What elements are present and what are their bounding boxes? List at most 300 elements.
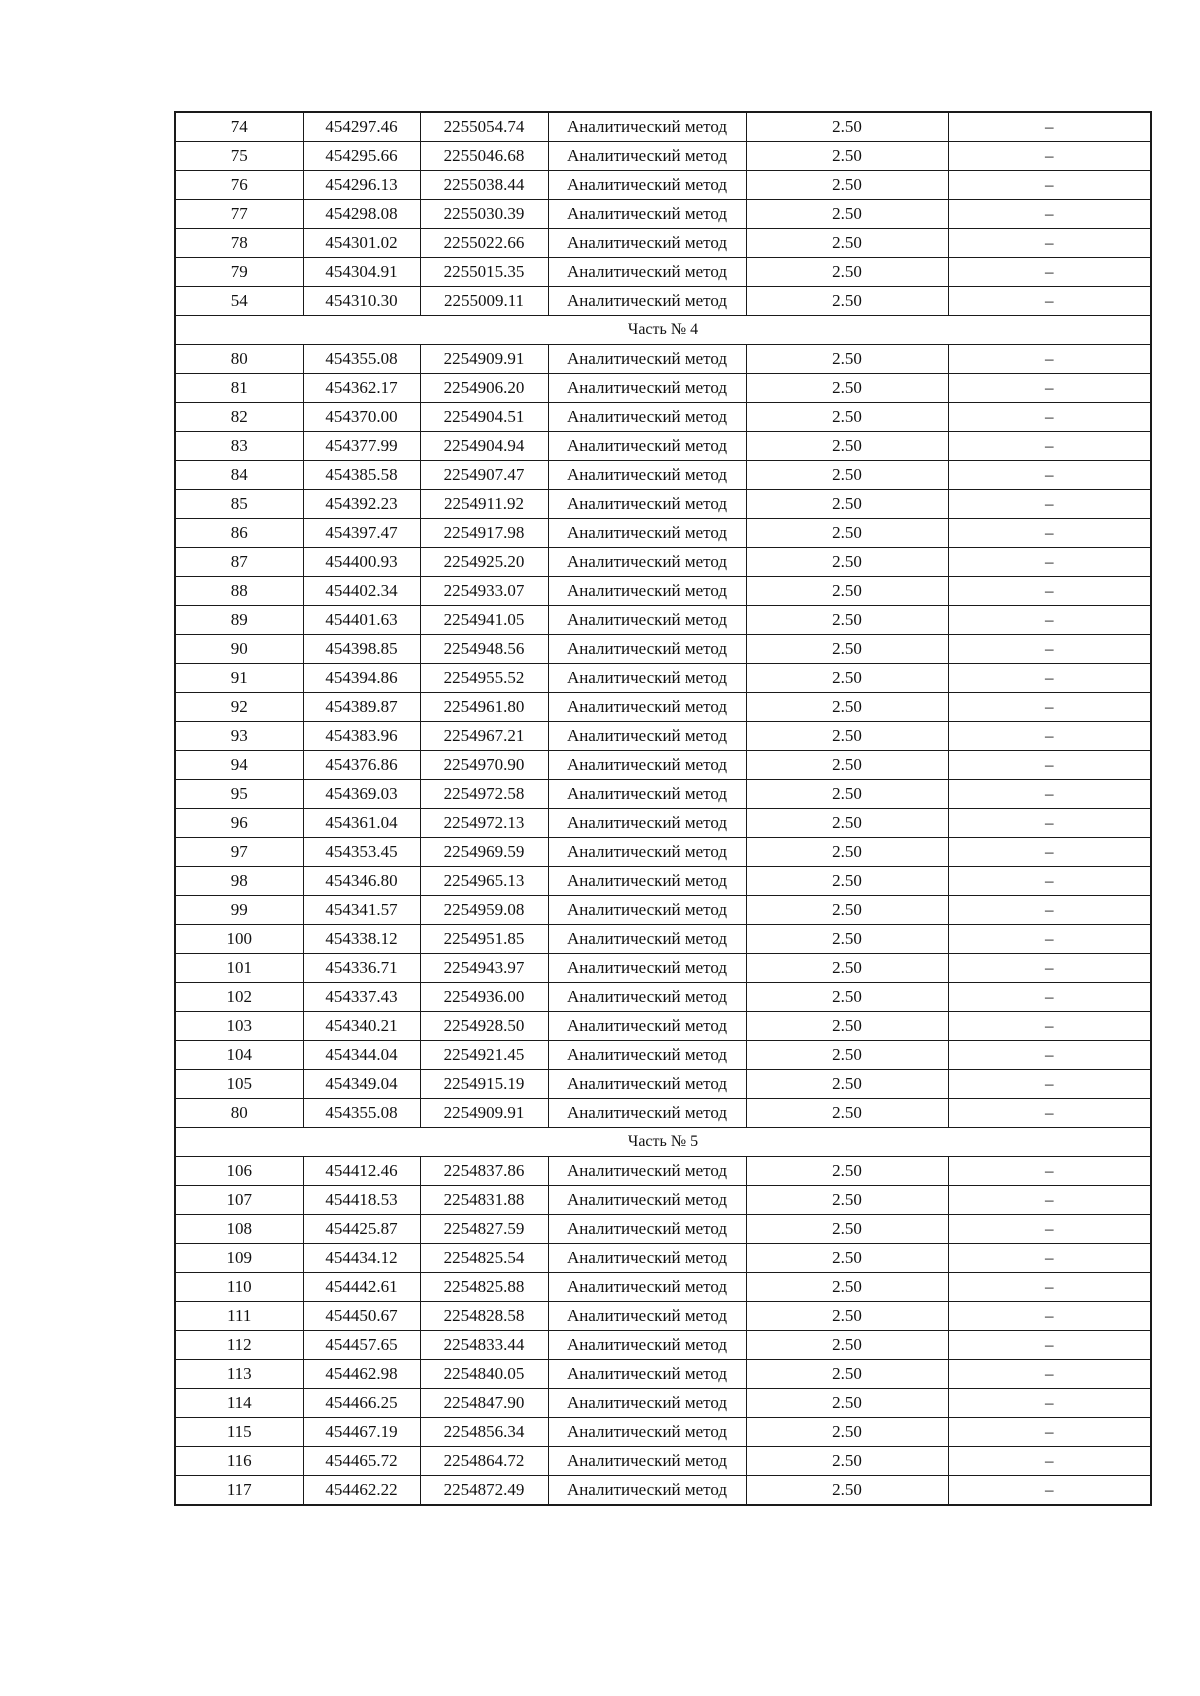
- point-number-cell: 96: [175, 809, 303, 838]
- method-cell: Аналитический метод: [548, 693, 746, 722]
- y-coordinate-cell: 2254972.13: [420, 809, 548, 838]
- y-coordinate-cell: 2254840.05: [420, 1360, 548, 1389]
- x-coordinate-cell: 454462.98: [303, 1360, 420, 1389]
- x-coordinate-cell: 454297.46: [303, 112, 420, 142]
- table-row: [175, 374, 1151, 403]
- note-cell: –: [948, 1476, 1151, 1506]
- table-row: [175, 983, 1151, 1012]
- point-number-cell: 106: [175, 1157, 303, 1186]
- y-coordinate-cell: 2254951.85: [420, 925, 548, 954]
- y-coordinate-cell: 2254872.49: [420, 1476, 548, 1506]
- y-coordinate-cell: 2255054.74: [420, 112, 548, 142]
- y-coordinate-cell: 2254967.21: [420, 722, 548, 751]
- method-cell: Аналитический метод: [548, 838, 746, 867]
- accuracy-cell: 2.50: [746, 1157, 948, 1186]
- x-coordinate-cell: 454394.86: [303, 664, 420, 693]
- accuracy-cell: 2.50: [746, 345, 948, 374]
- x-coordinate-cell: 454296.13: [303, 171, 420, 200]
- note-cell: –: [948, 983, 1151, 1012]
- note-cell: –: [948, 1041, 1151, 1070]
- accuracy-cell: 2.50: [746, 809, 948, 838]
- point-number-cell: 79: [175, 258, 303, 287]
- y-coordinate-cell: 2254969.59: [420, 838, 548, 867]
- note-cell: –: [948, 490, 1151, 519]
- method-cell: Аналитический метод: [548, 548, 746, 577]
- note-cell: –: [948, 722, 1151, 751]
- point-number-cell: 114: [175, 1389, 303, 1418]
- method-cell: Аналитический метод: [548, 112, 746, 142]
- y-coordinate-cell: 2254955.52: [420, 664, 548, 693]
- table-row: [175, 548, 1151, 577]
- point-number-cell: 85: [175, 490, 303, 519]
- section-title: Часть № 4: [175, 316, 1151, 345]
- table-row: [175, 1157, 1151, 1186]
- accuracy-cell: 2.50: [746, 751, 948, 780]
- point-number-cell: 76: [175, 171, 303, 200]
- note-cell: –: [948, 1012, 1151, 1041]
- y-coordinate-cell: 2254827.59: [420, 1215, 548, 1244]
- method-cell: Аналитический метод: [548, 432, 746, 461]
- point-number-cell: 78: [175, 229, 303, 258]
- table-row: [175, 867, 1151, 896]
- x-coordinate-cell: 454457.65: [303, 1331, 420, 1360]
- accuracy-cell: 2.50: [746, 722, 948, 751]
- x-coordinate-cell: 454377.99: [303, 432, 420, 461]
- point-number-cell: 80: [175, 1099, 303, 1128]
- accuracy-cell: 2.50: [746, 374, 948, 403]
- accuracy-cell: 2.50: [746, 983, 948, 1012]
- accuracy-cell: 2.50: [746, 258, 948, 287]
- note-cell: –: [948, 1302, 1151, 1331]
- accuracy-cell: 2.50: [746, 1389, 948, 1418]
- table-row: [175, 896, 1151, 925]
- point-number-cell: 84: [175, 461, 303, 490]
- note-cell: –: [948, 1331, 1151, 1360]
- y-coordinate-cell: 2254915.19: [420, 1070, 548, 1099]
- note-cell: –: [948, 577, 1151, 606]
- note-cell: –: [948, 287, 1151, 316]
- method-cell: Аналитический метод: [548, 1157, 746, 1186]
- method-cell: Аналитический метод: [548, 258, 746, 287]
- table-row: [175, 1099, 1151, 1128]
- x-coordinate-cell: 454301.02: [303, 229, 420, 258]
- table-row: [175, 780, 1151, 809]
- accuracy-cell: 2.50: [746, 1099, 948, 1128]
- table-row: [175, 1041, 1151, 1070]
- x-coordinate-cell: 454340.21: [303, 1012, 420, 1041]
- accuracy-cell: 2.50: [746, 112, 948, 142]
- method-cell: Аналитический метод: [548, 954, 746, 983]
- x-coordinate-cell: 454450.67: [303, 1302, 420, 1331]
- accuracy-cell: 2.50: [746, 954, 948, 983]
- y-coordinate-cell: 2254925.20: [420, 548, 548, 577]
- method-cell: Аналитический метод: [548, 1099, 746, 1128]
- method-cell: Аналитический метод: [548, 1476, 746, 1506]
- point-number-cell: 113: [175, 1360, 303, 1389]
- accuracy-cell: 2.50: [746, 577, 948, 606]
- y-coordinate-cell: 2254936.00: [420, 983, 548, 1012]
- x-coordinate-cell: 454346.80: [303, 867, 420, 896]
- x-coordinate-cell: 454361.04: [303, 809, 420, 838]
- y-coordinate-cell: 2254972.58: [420, 780, 548, 809]
- table-row: [175, 1476, 1151, 1506]
- x-coordinate-cell: 454344.04: [303, 1041, 420, 1070]
- table-row: [175, 1012, 1151, 1041]
- x-coordinate-cell: 454402.34: [303, 577, 420, 606]
- x-coordinate-cell: 454349.04: [303, 1070, 420, 1099]
- note-cell: –: [948, 258, 1151, 287]
- accuracy-cell: 2.50: [746, 1302, 948, 1331]
- y-coordinate-cell: 2254921.45: [420, 1041, 548, 1070]
- table-row: [175, 1418, 1151, 1447]
- method-cell: Аналитический метод: [548, 925, 746, 954]
- y-coordinate-cell: 2254906.20: [420, 374, 548, 403]
- note-cell: –: [948, 548, 1151, 577]
- table-row: [175, 258, 1151, 287]
- method-cell: Аналитический метод: [548, 229, 746, 258]
- accuracy-cell: 2.50: [746, 635, 948, 664]
- point-number-cell: 74: [175, 112, 303, 142]
- point-number-cell: 112: [175, 1331, 303, 1360]
- y-coordinate-cell: 2254911.92: [420, 490, 548, 519]
- table-row: [175, 1389, 1151, 1418]
- note-cell: –: [948, 1070, 1151, 1099]
- note-cell: –: [948, 1389, 1151, 1418]
- x-coordinate-cell: 454400.93: [303, 548, 420, 577]
- method-cell: Аналитический метод: [548, 1012, 746, 1041]
- point-number-cell: 105: [175, 1070, 303, 1099]
- method-cell: Аналитический метод: [548, 751, 746, 780]
- x-coordinate-cell: 454418.53: [303, 1186, 420, 1215]
- table-row: [175, 171, 1151, 200]
- point-number-cell: 109: [175, 1244, 303, 1273]
- table-row: [175, 229, 1151, 258]
- x-coordinate-cell: 454338.12: [303, 925, 420, 954]
- note-cell: –: [948, 200, 1151, 229]
- method-cell: Аналитический метод: [548, 1389, 746, 1418]
- method-cell: Аналитический метод: [548, 287, 746, 316]
- accuracy-cell: 2.50: [746, 606, 948, 635]
- accuracy-cell: 2.50: [746, 229, 948, 258]
- y-coordinate-cell: 2255009.11: [420, 287, 548, 316]
- x-coordinate-cell: 454355.08: [303, 1099, 420, 1128]
- x-coordinate-cell: 454392.23: [303, 490, 420, 519]
- note-cell: –: [948, 1273, 1151, 1302]
- table-row: [175, 345, 1151, 374]
- table-row: [175, 403, 1151, 432]
- accuracy-cell: 2.50: [746, 838, 948, 867]
- y-coordinate-cell: 2254907.47: [420, 461, 548, 490]
- table-row: [175, 1070, 1151, 1099]
- y-coordinate-cell: 2254831.88: [420, 1186, 548, 1215]
- method-cell: Аналитический метод: [548, 1041, 746, 1070]
- point-number-cell: 87: [175, 548, 303, 577]
- y-coordinate-cell: 2254825.88: [420, 1273, 548, 1302]
- x-coordinate-cell: 454383.96: [303, 722, 420, 751]
- point-number-cell: 108: [175, 1215, 303, 1244]
- method-cell: Аналитический метод: [548, 780, 746, 809]
- table-row: [175, 1447, 1151, 1476]
- accuracy-cell: 2.50: [746, 519, 948, 548]
- note-cell: –: [948, 432, 1151, 461]
- accuracy-cell: 2.50: [746, 693, 948, 722]
- note-cell: –: [948, 519, 1151, 548]
- point-number-cell: 94: [175, 751, 303, 780]
- method-cell: Аналитический метод: [548, 403, 746, 432]
- y-coordinate-cell: 2254959.08: [420, 896, 548, 925]
- point-number-cell: 111: [175, 1302, 303, 1331]
- x-coordinate-cell: 454370.00: [303, 403, 420, 432]
- accuracy-cell: 2.50: [746, 1070, 948, 1099]
- table-row: [175, 954, 1151, 983]
- y-coordinate-cell: 2254904.94: [420, 432, 548, 461]
- x-coordinate-cell: 454337.43: [303, 983, 420, 1012]
- table-row: [175, 693, 1151, 722]
- y-coordinate-cell: 2255038.44: [420, 171, 548, 200]
- x-coordinate-cell: 454412.46: [303, 1157, 420, 1186]
- method-cell: Аналитический метод: [548, 171, 746, 200]
- y-coordinate-cell: 2254837.86: [420, 1157, 548, 1186]
- x-coordinate-cell: 454398.85: [303, 635, 420, 664]
- table-row: [175, 1244, 1151, 1273]
- x-coordinate-cell: 454462.22: [303, 1476, 420, 1506]
- y-coordinate-cell: 2254904.51: [420, 403, 548, 432]
- note-cell: –: [948, 1157, 1151, 1186]
- coordinates-table-body: [175, 112, 1151, 1505]
- note-cell: –: [948, 1244, 1151, 1273]
- table-row: [175, 432, 1151, 461]
- accuracy-cell: 2.50: [746, 1331, 948, 1360]
- x-coordinate-cell: 454442.61: [303, 1273, 420, 1302]
- section-header-row: [175, 1128, 1151, 1157]
- method-cell: Аналитический метод: [548, 867, 746, 896]
- y-coordinate-cell: 2254933.07: [420, 577, 548, 606]
- method-cell: Аналитический метод: [548, 1331, 746, 1360]
- note-cell: –: [948, 1447, 1151, 1476]
- method-cell: Аналитический метод: [548, 461, 746, 490]
- point-number-cell: 97: [175, 838, 303, 867]
- method-cell: Аналитический метод: [548, 519, 746, 548]
- accuracy-cell: 2.50: [746, 1186, 948, 1215]
- x-coordinate-cell: 454376.86: [303, 751, 420, 780]
- accuracy-cell: 2.50: [746, 1012, 948, 1041]
- accuracy-cell: 2.50: [746, 1360, 948, 1389]
- point-number-cell: 54: [175, 287, 303, 316]
- y-coordinate-cell: 2254825.54: [420, 1244, 548, 1273]
- method-cell: Аналитический метод: [548, 983, 746, 1012]
- point-number-cell: 95: [175, 780, 303, 809]
- method-cell: Аналитический метод: [548, 1418, 746, 1447]
- y-coordinate-cell: 2254909.91: [420, 345, 548, 374]
- note-cell: –: [948, 925, 1151, 954]
- method-cell: Аналитический метод: [548, 1302, 746, 1331]
- point-number-cell: 98: [175, 867, 303, 896]
- note-cell: –: [948, 142, 1151, 171]
- table-row: [175, 519, 1151, 548]
- accuracy-cell: 2.50: [746, 1476, 948, 1506]
- method-cell: Аналитический метод: [548, 1273, 746, 1302]
- coordinates-table: [174, 111, 1152, 1506]
- accuracy-cell: 2.50: [746, 1418, 948, 1447]
- table-row: [175, 722, 1151, 751]
- point-number-cell: 102: [175, 983, 303, 1012]
- table-row: [175, 1331, 1151, 1360]
- point-number-cell: 99: [175, 896, 303, 925]
- table-row: [175, 751, 1151, 780]
- y-coordinate-cell: 2254928.50: [420, 1012, 548, 1041]
- accuracy-cell: 2.50: [746, 1215, 948, 1244]
- table-row: [175, 577, 1151, 606]
- y-coordinate-cell: 2254941.05: [420, 606, 548, 635]
- table-row: [175, 461, 1151, 490]
- table-row: [175, 606, 1151, 635]
- y-coordinate-cell: 2254970.90: [420, 751, 548, 780]
- y-coordinate-cell: 2254847.90: [420, 1389, 548, 1418]
- y-coordinate-cell: 2254948.56: [420, 635, 548, 664]
- note-cell: –: [948, 780, 1151, 809]
- point-number-cell: 101: [175, 954, 303, 983]
- accuracy-cell: 2.50: [746, 867, 948, 896]
- table-row: [175, 664, 1151, 693]
- note-cell: –: [948, 1099, 1151, 1128]
- accuracy-cell: 2.50: [746, 1041, 948, 1070]
- y-coordinate-cell: 2254828.58: [420, 1302, 548, 1331]
- method-cell: Аналитический метод: [548, 374, 746, 403]
- accuracy-cell: 2.50: [746, 490, 948, 519]
- y-coordinate-cell: 2254833.44: [420, 1331, 548, 1360]
- x-coordinate-cell: 454304.91: [303, 258, 420, 287]
- note-cell: –: [948, 896, 1151, 925]
- table-row: [175, 1360, 1151, 1389]
- note-cell: –: [948, 403, 1151, 432]
- document-page: [174, 111, 1150, 1506]
- table-row: [175, 287, 1151, 316]
- y-coordinate-cell: 2254917.98: [420, 519, 548, 548]
- method-cell: Аналитический метод: [548, 1360, 746, 1389]
- accuracy-cell: 2.50: [746, 200, 948, 229]
- accuracy-cell: 2.50: [746, 548, 948, 577]
- x-coordinate-cell: 454310.30: [303, 287, 420, 316]
- point-number-cell: 80: [175, 345, 303, 374]
- accuracy-cell: 2.50: [746, 1273, 948, 1302]
- table-row: [175, 112, 1151, 142]
- y-coordinate-cell: 2255046.68: [420, 142, 548, 171]
- note-cell: –: [948, 664, 1151, 693]
- accuracy-cell: 2.50: [746, 664, 948, 693]
- point-number-cell: 115: [175, 1418, 303, 1447]
- method-cell: Аналитический метод: [548, 1215, 746, 1244]
- note-cell: –: [948, 954, 1151, 983]
- y-coordinate-cell: 2254856.34: [420, 1418, 548, 1447]
- method-cell: Аналитический метод: [548, 896, 746, 925]
- method-cell: Аналитический метод: [548, 809, 746, 838]
- point-number-cell: 75: [175, 142, 303, 171]
- x-coordinate-cell: 454355.08: [303, 345, 420, 374]
- x-coordinate-cell: 454467.19: [303, 1418, 420, 1447]
- method-cell: Аналитический метод: [548, 1447, 746, 1476]
- x-coordinate-cell: 454465.72: [303, 1447, 420, 1476]
- note-cell: –: [948, 374, 1151, 403]
- accuracy-cell: 2.50: [746, 461, 948, 490]
- x-coordinate-cell: 454369.03: [303, 780, 420, 809]
- accuracy-cell: 2.50: [746, 403, 948, 432]
- note-cell: –: [948, 1360, 1151, 1389]
- table-row: [175, 925, 1151, 954]
- note-cell: –: [948, 606, 1151, 635]
- table-row: [175, 635, 1151, 664]
- method-cell: Аналитический метод: [548, 1244, 746, 1273]
- note-cell: –: [948, 345, 1151, 374]
- point-number-cell: 100: [175, 925, 303, 954]
- accuracy-cell: 2.50: [746, 780, 948, 809]
- x-coordinate-cell: 454434.12: [303, 1244, 420, 1273]
- point-number-cell: 93: [175, 722, 303, 751]
- x-coordinate-cell: 454397.47: [303, 519, 420, 548]
- accuracy-cell: 2.50: [746, 142, 948, 171]
- point-number-cell: 116: [175, 1447, 303, 1476]
- accuracy-cell: 2.50: [746, 1244, 948, 1273]
- table-row: [175, 1302, 1151, 1331]
- method-cell: Аналитический метод: [548, 606, 746, 635]
- method-cell: Аналитический метод: [548, 345, 746, 374]
- accuracy-cell: 2.50: [746, 171, 948, 200]
- table-row: [175, 809, 1151, 838]
- note-cell: –: [948, 809, 1151, 838]
- x-coordinate-cell: 454336.71: [303, 954, 420, 983]
- accuracy-cell: 2.50: [746, 432, 948, 461]
- accuracy-cell: 2.50: [746, 1447, 948, 1476]
- table-row: [175, 1273, 1151, 1302]
- y-coordinate-cell: 2254909.91: [420, 1099, 548, 1128]
- y-coordinate-cell: 2255015.35: [420, 258, 548, 287]
- method-cell: Аналитический метод: [548, 1070, 746, 1099]
- note-cell: –: [948, 229, 1151, 258]
- note-cell: –: [948, 1186, 1151, 1215]
- point-number-cell: 81: [175, 374, 303, 403]
- note-cell: –: [948, 693, 1151, 722]
- method-cell: Аналитический метод: [548, 200, 746, 229]
- point-number-cell: 88: [175, 577, 303, 606]
- table-row: [175, 200, 1151, 229]
- y-coordinate-cell: 2254943.97: [420, 954, 548, 983]
- note-cell: –: [948, 1418, 1151, 1447]
- note-cell: –: [948, 461, 1151, 490]
- table-row: [175, 838, 1151, 867]
- x-coordinate-cell: 454389.87: [303, 693, 420, 722]
- y-coordinate-cell: 2255030.39: [420, 200, 548, 229]
- x-coordinate-cell: 454385.58: [303, 461, 420, 490]
- table-row: [175, 1186, 1151, 1215]
- table-row: [175, 142, 1151, 171]
- x-coordinate-cell: 454298.08: [303, 200, 420, 229]
- note-cell: –: [948, 751, 1151, 780]
- point-number-cell: 110: [175, 1273, 303, 1302]
- point-number-cell: 77: [175, 200, 303, 229]
- point-number-cell: 107: [175, 1186, 303, 1215]
- point-number-cell: 92: [175, 693, 303, 722]
- x-coordinate-cell: 454466.25: [303, 1389, 420, 1418]
- section-title: Часть № 5: [175, 1128, 1151, 1157]
- y-coordinate-cell: 2254965.13: [420, 867, 548, 896]
- method-cell: Аналитический метод: [548, 490, 746, 519]
- table-row: [175, 490, 1151, 519]
- y-coordinate-cell: 2255022.66: [420, 229, 548, 258]
- method-cell: Аналитический метод: [548, 635, 746, 664]
- note-cell: –: [948, 112, 1151, 142]
- method-cell: Аналитический метод: [548, 142, 746, 171]
- method-cell: Аналитический метод: [548, 664, 746, 693]
- accuracy-cell: 2.50: [746, 896, 948, 925]
